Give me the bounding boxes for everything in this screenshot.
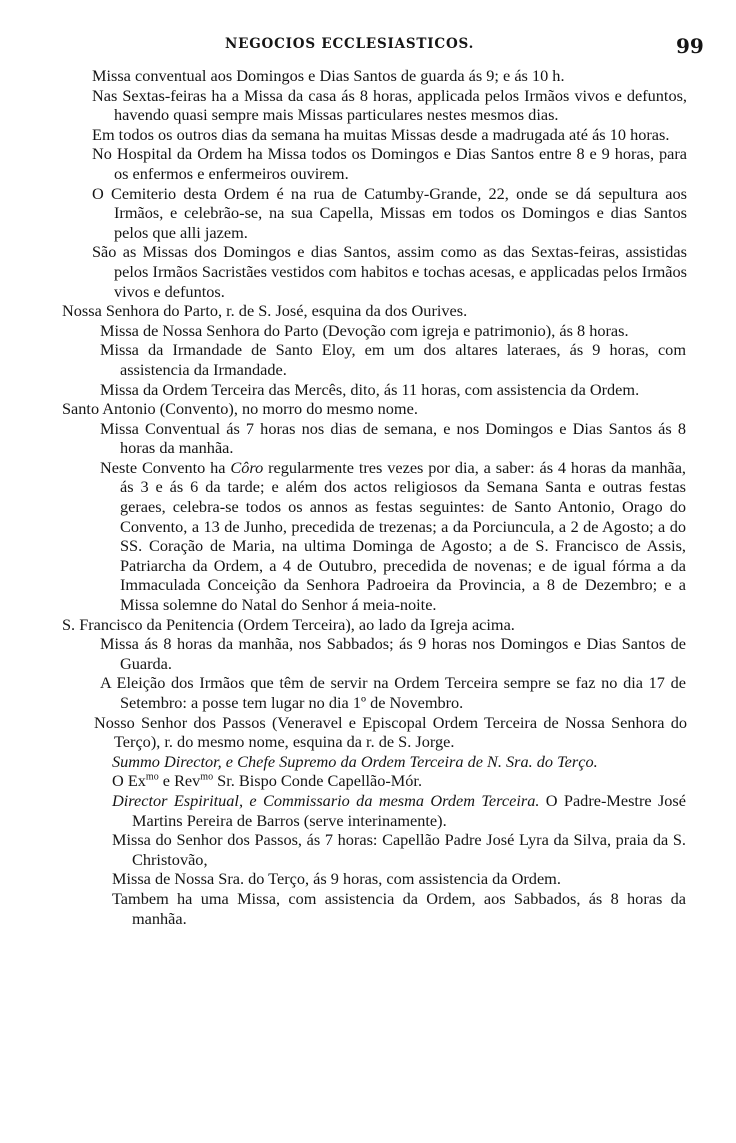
running-title: NEGOCIOS ECCLESIASTICOS. — [225, 36, 475, 52]
paragraph-bispo — [0, 771, 686, 791]
running-header — [0, 34, 736, 58]
coro-text-italic: Côro — [230, 457, 264, 477]
paragraph-parto-merces: Missa da Ordem Terceira das Mercês, dito, ás 11 horas, com assistencia da Ordem. — [100, 379, 640, 399]
paragraph-summo-director: Summo Director, e Chefe Supremo da Ordem Terceira de N. Sra. do Terço. — [112, 751, 598, 771]
director-italic: Director Espiritual, e Commissario da mesma Ordem Terceira. — [112, 790, 540, 810]
church-heading-penitencia: S. Francisco da Penitencia (Ordem Terceira), ao lado da Igreja acima. — [62, 614, 515, 634]
paragraph-passos-missa: Missa do Senhor dos Passos, ás 7 horas: Capellão Padre José Lyra da Silva, praia da S. Christovão, — [112, 830, 686, 869]
director-rest: O Padre-Mestre José Martins Pereira de Barros (serve interinamente). — [132, 790, 686, 830]
paragraph-parto-missa: Missa de Nossa Senhora do Parto (Devoção com igreja e patrimonio), ás 8 horas. — [100, 320, 629, 340]
paragraph-penitencia-eleicao: A Eleição dos Irmãos que têm de servir na Ordem Terceira sempre se faz no dia 17 de Setembro: a posse tem lugar no dia 1º de Novembro. — [100, 673, 686, 712]
page-body — [0, 66, 736, 928]
church-heading-parto: Nossa Senhora do Parto, r. de S. José, esquina da dos Ourives. — [62, 301, 468, 321]
paragraph-director-espiritual — [0, 791, 686, 830]
paragraph-antonio-coro — [0, 458, 686, 615]
paragraph-terco-missa: Missa de Nossa Sra. do Terço, ás 9 horas, com assistencia da Ordem. — [112, 869, 561, 889]
paragraph-outros-dias: Em todos os outros dias da semana ha muitas Missas desde a madrugada até ás 10 horas. — [92, 124, 670, 144]
paragraph-parto-eloy: Missa da Irmandade de Santo Eloy, em um dos altares lateraes, ás 9 horas, com assistencia da Irmandade. — [100, 340, 686, 379]
page-number: 99 — [676, 34, 704, 58]
bispo-post: Sr. Bispo Conde Capellão-Mór. — [213, 771, 423, 791]
paragraph-sextas-feiras: Nas Sextas-feiras ha a Missa da casa ás 8 horas, applicada pelos Irmãos vivos e defuntos, havendo quasi sempre mais Missas particulares nestes mesmos dias. — [92, 85, 687, 125]
church-heading-passos: Nosso Senhor dos Passos (Veneravel e Episcopal Ordem Terceira de Nossa Senhora do Terço), r. do mesmo nome, esquina da r. de S. Jorge. — [94, 712, 687, 752]
bispo-sup-1: mo — [145, 771, 159, 783]
paragraph-penitencia-missa: Missa ás 8 horas da manhãa, nos Sabbados; ás 9 horas nos Domingos e Dias Santos de Guarda. — [100, 634, 686, 673]
bispo-mid: e Rev — [158, 771, 201, 791]
paragraph-cemiterio: O Cemiterio desta Ordem é na rua de Catumby-Grande, 22, onde se dá sepultura aos Irmãos, e celebrão-se, na sua Capella, Missas em todos os Domingos e dias Santos pelos que alli jazem. — [92, 183, 687, 242]
paragraph-hospital: No Hospital da Ordem ha Missa todos os Domingos e Dias Santos entre 8 e 9 horas, para os enfermos e enfermeiros ouvirem. — [92, 144, 687, 183]
paragraph-missas-domingos: São as Missas dos Domingos e dias Santos, assim como as das Sextas-feiras, assistidas pelos Irmãos Sacristães vestidos com habitos e tochas acesas, e applicadas pelos Irmãos vivos e defuntos. — [92, 242, 687, 301]
church-heading-antonio: Santo Antonio (Convento), no morro do mesmo nome. — [62, 399, 418, 419]
paragraph-missa-conventual: Missa conventual aos Domingos e Dias Santos de guarda ás 9; e ás 10 h. — [92, 66, 565, 85]
paragraph-sabbados-missa: Tambem ha uma Missa, com assistencia da Ordem, aos Sabbados, ás 8 horas da manhãa. — [112, 888, 686, 928]
coro-text-after: regularmente tres vezes por dia, a saber: ás 4 horas da manhãa, ás 3 e ás 6 da tarde; e além dos actos religiosos da Semana Santa e outras festas geraes, celebra-se todos os annos as festas seguintes: de Santo Antonio, Orago do Convento, a 13 de Junho, precedida de trezenas; a da Porciuncula, a 2 de Agosto; a do SS. Coração de Maria, na ultima Dominga de Agosto; a de S. Francisco de Assis, Patriarcha da Ordem, a 4 de Outubro, precedida de novenas; e de igual fórma a da Immaculada Conceição da Senhora Padroeira da Provincia, a 8 de Dezembro; e a Missa solemne do Natal do Senhor á meia-noite. — [120, 457, 686, 615]
paragraph-antonio-missa: Missa Conventual ás 7 horas nos dias de semana, e nos Domingos e Dias Santos ás 8 horas da manhãa. — [100, 418, 686, 458]
bispo-pre: O Ex — [112, 771, 146, 791]
bispo-sup-2: mo — [200, 771, 214, 783]
coro-text-before: Neste Convento ha — [100, 457, 231, 477]
